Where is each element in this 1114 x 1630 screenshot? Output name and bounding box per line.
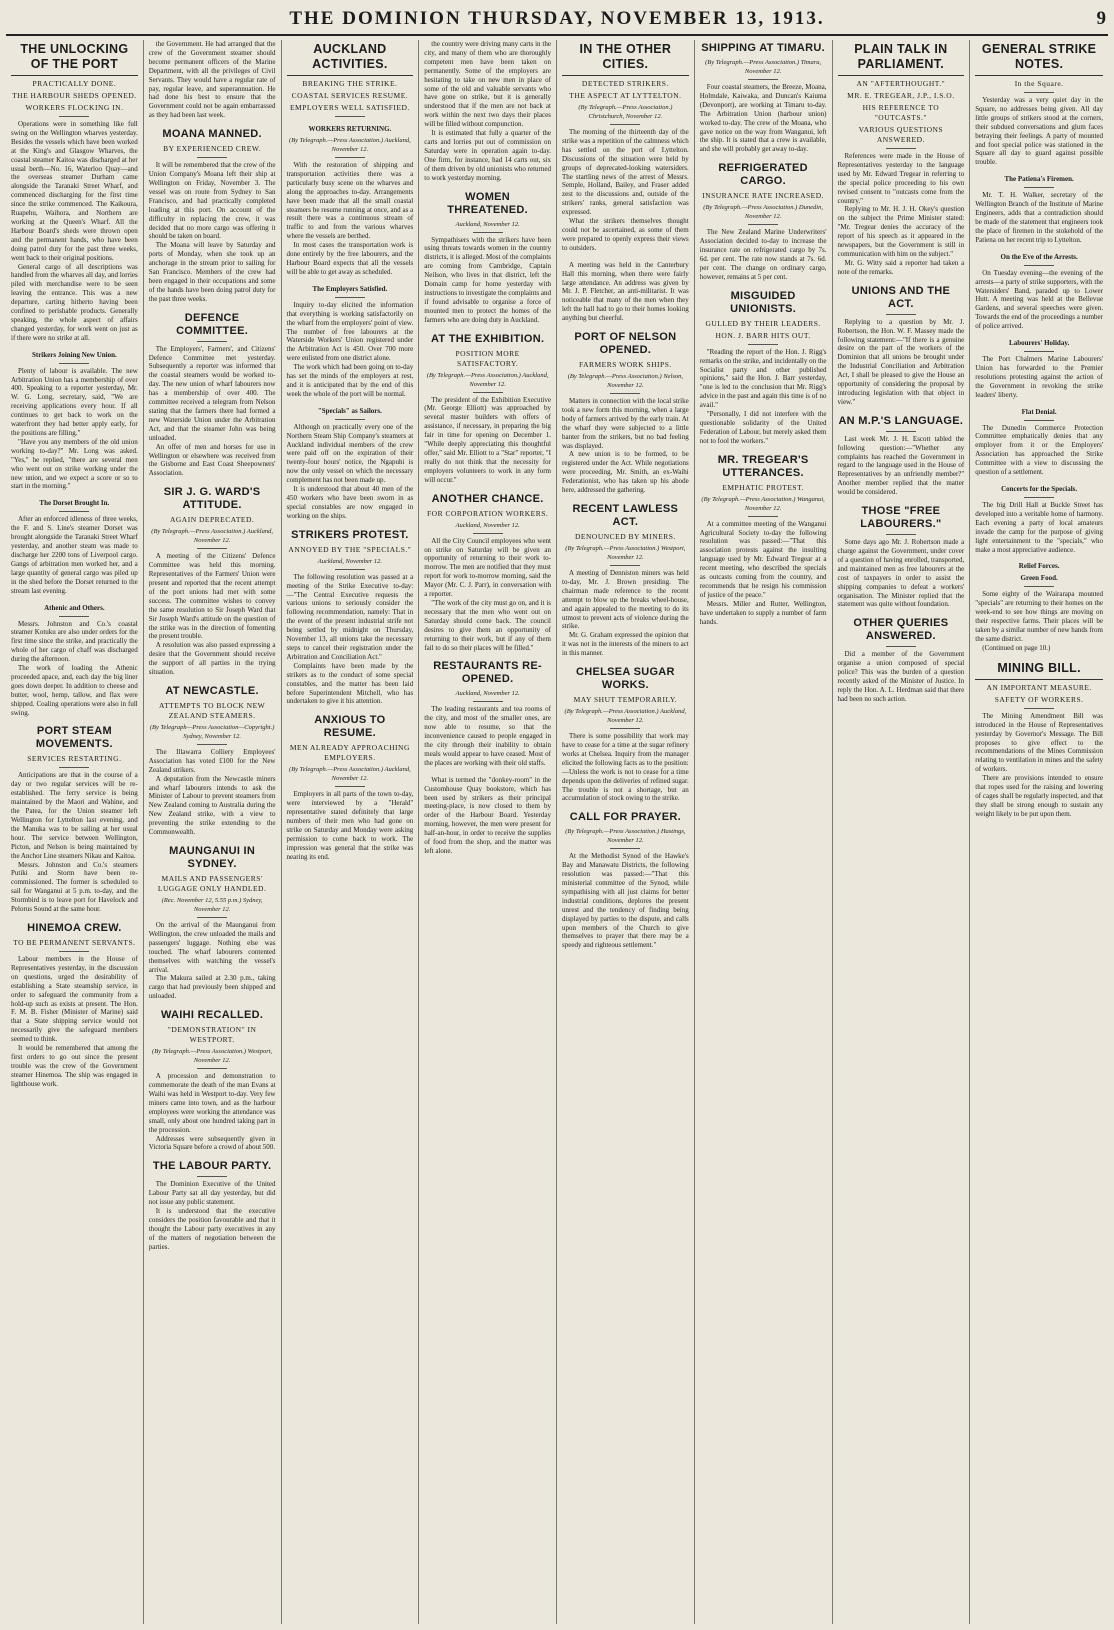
subheading: The Employers Satisfied. (312, 284, 388, 293)
article-paragraph: (Continued on page 10.) (982, 643, 1051, 652)
article-paragraph: Four coastal steamers, the Breeze, Moana, Holmdale, Kaiwaka, and Duncan's Kaiuma (Devonport), are working at Timaru to-day. The Arbitration Union (harbour union) worked to-day. The crew of the Moana, who gave notice on the way from Wanganui, left the ship. It is stated that a crew is available, and she will probably get away to-day. (699, 83, 827, 154)
article (424, 333, 551, 485)
article-paragraph: What the strikers themselves thought could not be ascertained, as some of them were prepared to openly express their views to outsiders. (562, 217, 689, 252)
article-paragraph: Employers in all parts of the town to-day, were interviewed by a "Herald" representative stated definitely that large numbers of their men who had gone on strike on Saturday and Monday were asking permission to come back to work. The impression was general that the strike was nearing its end. (286, 790, 414, 861)
subheading: EMPHATIC PROTEST. (722, 482, 804, 492)
article (11, 922, 138, 1089)
subheading: AN IMPORTANT MEASURE. (986, 682, 1092, 692)
subheading: MAY SHUT TEMPORARILY. (573, 695, 678, 705)
dateline: Auckland, November 12. (455, 690, 520, 698)
article-paragraph: "The work of the city must go on, and it is necessary that the men who went out on Saturday should come back. The council desires to give them an opportunity of returning to their work, but if any of them fail to do so their places will be filled." (424, 598, 551, 652)
article-paragraph: The following resolution was passed at a meeting of the Strike Executive to-day:—"The Central Executive requests the various unions to seriously consider the following recommendation, namely: That in the event of the present industrial strife not being settled by midnight on Thursday, November 13, all unions take the necessary steps to cancel their registration under the Arbitration and Conciliation Act." (286, 572, 414, 661)
article (838, 505, 965, 609)
subheading: SAFETY OF WORKERS. (994, 694, 1084, 704)
article-paragraph: The Employers', Farmers', and Citizens' Defence Committee met yesterday. Subsequently a reporter was informed that the coastal steamers would be worked to-day. The new union of wharf labourers now has a membership of over 400. The committee received a telegram from Nelson stating that the farmers there had formed a new Waterside Union under the Arbitration Act, and that the steamer John was being unloaded. (148, 344, 276, 442)
subheading: "Specials" as Sailors. (317, 406, 382, 415)
article (11, 725, 138, 914)
column-6 (695, 40, 833, 1624)
article-paragraph: The Dunedin Commerce Protection Committee emphatically denies that any employer from it or the Employers' Association has approached the Strike Committee with a view to discussing the question of a settlement. (975, 423, 1103, 477)
dateline: (By Telegraph.—Press Association.) Dunedin, November 12. (703, 204, 823, 221)
article-paragraph: The Moana will leave by Saturday and ports of Monday, when she took up an anchorage in the stream prior to sailing for San Francisco. Members of the crew had been engaged in their occupations and some of the hands have been doing patrol duty for the past three weeks. (148, 241, 276, 303)
headline: SIR J. G. WARD'S ATTITUDE. (163, 486, 261, 512)
article (287, 529, 414, 707)
divider (1024, 708, 1054, 709)
subheading: MEN ALREADY APPROACHING EMPLOYERS. (289, 743, 410, 763)
article-paragraph: Anticipations are that in the course of a day or two regular services will be re-established. The ferry service is being maintained by the Maori and Wahine, and the Patea, for the Union steamer left Wellington for Lyttelton last evening, and the Manuka was to be sailing at her usual hour. The service between Wellington, Picton, and Nelson is being maintained by the Anchor Line steamers Nikau and Kaitoa. (11, 771, 138, 860)
dateline: Auckland, November 12. (317, 557, 382, 565)
article-paragraph: A resolution was also passed expressing a desire that the Government should receive the support of all parties in the trying situation. (148, 641, 276, 677)
article (11, 42, 138, 343)
subheading: INSURANCE RATE INCREASED. (702, 191, 825, 201)
article-paragraph: The Makura sailed at 2.30 p.m., taking cargo that had previously been shipped and unloaded. (148, 974, 276, 1001)
dateline: (By Telegraph.—Press Association.) Auckland, November 12. (426, 371, 549, 388)
divider (335, 419, 365, 420)
divider (886, 534, 916, 535)
subheading: TO BE PERMANENT SERVANTS. (13, 937, 136, 947)
divider (748, 344, 778, 345)
article (11, 499, 138, 595)
article (838, 415, 965, 497)
dateline: (By Telegraph.—Press Association.) Auckland, November 12. (151, 528, 273, 545)
subheading: MR. E. TREGEAR, J.P., I.S.O. (847, 91, 955, 100)
divider (59, 116, 89, 117)
article-paragraph: Mr. G. Graham expressed the opinion that it was not in the interests of the miners to act in this manner. (562, 631, 689, 658)
divider (335, 116, 365, 117)
article-paragraph: Some days ago Mr. J. Robertson made a charge against the Government, under cover of a question of having enrolled, transported, and maintained men as free labourers at the cost of taxpayers in order to assist the shipping companies to defeat a workers' organisation. The Minister replied that the statement was quite without foundation. (837, 538, 965, 609)
dateline: (By Telegraph.—Press Association.) Auckland, November 12. (289, 766, 411, 783)
article (149, 1009, 276, 1152)
subheading: THE ASPECT AT LYTTELTON. (569, 91, 682, 100)
divider (59, 951, 89, 952)
masthead-title: THE DOMINION THURSDAY, NOVEMBER 13, 1913. (289, 8, 825, 29)
divider (1024, 265, 1054, 266)
column-7 (833, 40, 971, 1624)
divider (1024, 497, 1054, 498)
article (700, 290, 827, 446)
masthead-rule (6, 34, 1108, 36)
subheading: VARIOUS QUESTIONS ANSWERED. (858, 125, 944, 144)
divider (748, 79, 778, 80)
article (838, 285, 965, 407)
article-paragraph: Mr. G. Witty said a reporter had taken a note of the remarks. (837, 258, 965, 276)
article (975, 562, 1103, 652)
headline: PLAIN TALK IN PARLIAMENT. (838, 42, 965, 76)
dateline: (By Telegraph.—Press Association.) Westport, November 12. (565, 545, 686, 561)
subheading: AN "AFTERTHOUGHT." (856, 79, 946, 88)
headline: RECENT LAWLESS ACT. (572, 503, 679, 528)
headline: UNIONS AND THE ACT. (851, 284, 951, 310)
divider (197, 1176, 227, 1177)
subheading: HIS REFERENCE TO "OUTCASTS." (862, 103, 940, 122)
masthead (0, 8, 1114, 34)
headline: REFRIGERATED CARGO. (718, 162, 808, 188)
article (975, 661, 1103, 819)
headline: IN THE OTHER CITIES. (562, 42, 689, 76)
article-paragraph: In most cases the transportation work is done entirely by the free labourers, and the Harbour Board expects that all the vessels will be able to get away as scheduled. (286, 241, 414, 276)
article-paragraph: After an enforced idleness of three weeks, the F. and S. Line's steamer Dorset was brought alongside the Taranaki Street Wharf yesterday, and another steam was made to discharge her 2200 tons of Liverpool cargo. Gangs of arbitration men worked her, and a large quantity of general cargo was piled up in the shed before the Dorset returned to the stream last evening. (11, 515, 138, 595)
subheading: DETECTED STRIKERS. (581, 79, 669, 88)
article-paragraph: Yesterday was a very quiet day in the Square, no addresses being given. All day little groups of strikers stood at the corners, their subdued conversations and glum faces betraying their feelings. A party of mounted and foot special police was stationed in the Square all day to guard against possible trouble. (975, 96, 1103, 167)
article-paragraph: Matters in connection with the local strike took a new form this morning, when a large body of farmers arrived by the early train. At the wharf they were subjected to a little banter from the strikers, but no bad feeling was displayed. (562, 397, 689, 450)
divider (473, 392, 503, 393)
dateline: (Rec. November 12, 5.55 p.m.) Sydney, November 12. (161, 897, 263, 913)
article-paragraph: It is understood that the executive considers the position favourable and that it thought the Labour party executives in any of the matters of negotiation between the parties. (148, 1207, 276, 1251)
headline: MOANA MANNED. (162, 128, 262, 141)
subheading: COASTAL SERVICES RESUME. (291, 91, 409, 100)
article (424, 776, 551, 856)
article (149, 1160, 276, 1251)
divider (610, 848, 640, 849)
divider (197, 548, 227, 549)
article-paragraph: There are provisions intended to ensure that ropes used for the raising and lowering of cages shall be regularly inspected, and that they shall be strong enough to sustain any weight likely to be put upon them. (975, 774, 1103, 818)
article (975, 339, 1103, 400)
article (562, 811, 689, 950)
subheading: WORKERS FLOCKING IN. (25, 103, 124, 112)
divider (335, 786, 365, 787)
divider (335, 297, 365, 298)
article-paragraph: Mr. T. H. Walker, secretary of the Wellington Branch of the Institute of Marine Engineers, adds that a contradiction should be made of the statement that engineers took the place of firemen in the stokehold of the Patiena on her recent trip to Lyttelton. (975, 191, 1103, 244)
divider (1024, 351, 1054, 352)
headline: PORT OF NELSON OPENED. (574, 331, 677, 357)
article (287, 125, 414, 277)
divider (59, 511, 89, 512)
divider (1024, 187, 1054, 188)
article (149, 40, 276, 120)
columns (6, 40, 1108, 1624)
headline: THE LABOUR PARTY. (152, 1160, 272, 1173)
article (424, 660, 551, 767)
subheading: BREAKING THE STRIKE. (302, 79, 398, 88)
article-paragraph: A procession and demonstration to commemorate the death of the man Evans at Waihi was held in Westport to-day. Very few miners came into town, and as the harbour employees were working the attendance was small, only about one hundred taking part in the procession. (148, 1072, 276, 1134)
article-paragraph: It will be remembered that the crew of the Union Company's Moana left their ship at Wellington on Friday, November 3. The vessel was on route from Sydney to San Francisco, and had practically completed loading at this port. On account of the difficulty in replacing the crew, it was decided that no more cargo was offering it should be taken on board. (148, 161, 276, 241)
article-paragraph: At the Methodist Synod of the Hawke's Bay and Manawatu Districts, the following resolution was passed:—"That this ministerial committee of the Synod, while sympathising with all just claims for better industrial conditions, deplores the present unrest and the tendency of finding being displayed by parties to the dispute, and calls upon members of the Church to give themselves to prayer that there may be a speedy and righteous settlement." (562, 852, 689, 950)
subheading: Athenic and Others. (44, 603, 105, 612)
divider (59, 767, 89, 768)
column-3 (282, 40, 420, 1624)
article-paragraph: A meeting of the Citizens' Defence Committee was held this morning. Representatives of the Farmers' Union were present and reported that the recent attempt of the port unions had met with some success. The committee wishes to convey the same resolution to Sir Joseph Ward that Sir Joseph Ward's attitude on the question of the strike was in the direction of fomenting the present trouble. (148, 552, 276, 641)
article (424, 493, 551, 653)
divider (610, 393, 640, 394)
divider (886, 148, 916, 149)
headline: HINEMOA CREW. (27, 921, 122, 934)
subheading: Concerts for the Specials. (1001, 485, 1078, 493)
headline: CALL FOR PRAYER. (569, 811, 681, 824)
article-paragraph: the Government. He had arranged that the crew of the Government steamer should become permanent officers of the Marine Department, with all the privileges of Civil Servants. They would have a regular rate of pay, regular leave, and superannuation. He had done his best to ensure that the Government could not be again embarrassed as they had been last week. (148, 40, 276, 120)
dateline: (By Telegraph.—Press Association.) Christchurch, November 12. (578, 104, 673, 120)
article (838, 617, 965, 703)
article-paragraph: "Reading the report of the Hon. J. Rigg's remarks on the strike, and incidentally on the Socialist party and other published opinions," said the Hon. J. Barr yesterday, "one is led to the conclusion that Mr. Rigg's advice in the past and again this time is of no avail." (699, 347, 827, 410)
column-4 (419, 40, 557, 1624)
article (287, 714, 414, 861)
subheading: THE HARBOUR SHEDS OPENED. (12, 91, 137, 100)
article-paragraph: Messrs. Johnston and Co.'s coastal steamer Kotuku are also under orders for the first time since the strike, and practically the whole of her cargo of chaff was discharged during the afternoon. (11, 619, 138, 664)
article-paragraph: On the arrival of the Maunganui from Wellington, the crew unloaded the mails and passengers' luggage. Nothing else was touched. The wharf labourers contented themselves with watching the vessel's arrival. (148, 921, 276, 974)
divider (59, 616, 89, 617)
divider (473, 533, 503, 534)
article-paragraph: A meeting was held in the Canterbury Hall this morning, when there were fairly large attendance. An address was given by Mr. J. P. Fletcher, an anti-militarist. It was noticeable that many of the men when they left the hall had to go to their homes looking anything but cheerful. (562, 260, 689, 323)
divider (473, 232, 503, 233)
subheading: PRACTICALLY DONE. (32, 79, 117, 88)
subheading: The Dorset Brought In. (39, 499, 110, 508)
article (424, 40, 551, 183)
article (287, 407, 414, 521)
subheading: ATTEMPTS TO BLOCK NEW ZEALAND STEAMERS. (158, 700, 266, 720)
article-paragraph: It is estimated that fully a quarter of the carts and lorries put out of commission on Saturday were in operation again to-day. One firm, for instance, had 14 carts out, six of them driven by old unionists who returned to work yesterday morning. (424, 129, 551, 182)
article-paragraph: Sympathisers with the strikers have been using threats towards women in the country districts, it is alleged. Most of the complaints are coming from Cambridge, Captain Neilson, who lives in that district, left the Domain camp for home yesterday with instructions to investigate the complaints and if found advisable to organise a force of mounted men to protect the homes of the farmers who are doing duty in Auckland. (424, 235, 551, 324)
headline: DEFENCE COMMITTEE. (176, 311, 249, 337)
article-paragraph: References were made in the House of Representatives yesterday to the language used by Mr. Edward Tregear in referring to the special police proceeding to his own revised consent to "outcasts come from the country." (837, 152, 965, 205)
subheading: FARMERS WORK SHIPS. (578, 360, 672, 370)
divider (197, 744, 227, 745)
article (149, 486, 276, 677)
divider (748, 224, 778, 225)
headline: RESTAURANTS RE-OPENED. (433, 660, 543, 686)
article-paragraph: Although on practically every one of the Northern Steam Ship Company's steamers at Auckland individual members of the crew were paid off on the expiration of their twenty-four hours' notice, the Ngapuhi is now the only vessel on which the necessary complement has not been made up. (286, 422, 414, 485)
divider (197, 1068, 227, 1069)
subheading: FOR CORPORATION WORKERS. (426, 508, 549, 518)
article-paragraph: Replying to Mr. H. J. H. Okey's question on the subject the Prime Minister stated: "Mr. Tregear denies the accuracy of the report of his speech as it appeared in the newspapers, but the Government is still in communication with him on the subject." (837, 205, 965, 258)
article (700, 42, 827, 154)
subheading: On the Eve of the Arrests. (1000, 252, 1078, 261)
article (562, 331, 689, 495)
article (975, 175, 1103, 244)
article (149, 312, 276, 479)
divider (610, 124, 640, 125)
headline: CHELSEA SUGAR WORKS. (575, 666, 675, 692)
article (11, 351, 138, 492)
divider (197, 157, 227, 158)
article-paragraph: A new union is to be formed, to be registered under the Act. While negotiations were proceeding, Mr. Smith, an ex-Waihi Federationist, who has taken up his abode here, addressed the gathering. (562, 450, 689, 495)
dateline: Auckland, November 12. (455, 521, 520, 529)
headline: MAUNGANUI IN SYDNEY. (169, 845, 256, 870)
article-paragraph: It is understood that about 40 men of the 450 workers who have been sworn in as special constables are now engaged in working on the ships. (286, 485, 414, 520)
article (700, 454, 827, 627)
subheading: MAILS AND PASSENGERS' LUGGAGE ONLY HANDLED. (157, 874, 267, 893)
article (11, 604, 138, 718)
dateline: (By Telegraph.—Press Association.) Auckland, November 12. (564, 708, 687, 725)
article-paragraph: At a committee meeting of the Wanganui Agricultural Society to-day the following resolution was passed:—"That this association protests against the insulting language used by Mr. Edward Tregear at a recent meeting, who described the specials as outcasts coming from the country, and recommends that he resign his commission of justice of the peace." (699, 519, 827, 599)
subheading: The Patiena's Firemen. (1004, 175, 1074, 184)
article-paragraph: Labour members in the House of Representatives yesterday, in the discussion on questions, urged the desirability of establishing a State steamship service, in order to safeguard the community from a hold-up such as exists at present. The Hon. F. M. B. Fisher (Minister of Marine) said that a State shipping service would not necessarily give the safeguard members seemed to think. (11, 954, 138, 1044)
article-paragraph: Complaints have been made by the strikers as to the conduct of some special constables, and the matter has been laid before Superintendent Mitchell, who has undertaken to give it his attention. (286, 661, 414, 706)
article-paragraph: Plenty of labour is available. The new Arbitration Union has a membership of over 400. Speaking to a reporter yesterday, Mr. W. G. Long, secretary, said, "We are receiving applications every hour. If all continues to get back to work on the waterfront they had better apply early, for the positions are filling." (11, 366, 138, 437)
headline: SHIPPING AT TIMARU. (701, 42, 825, 54)
article-paragraph: Some eighty of the Wairarapa mounted "specials" are returning to their homes on the week-end to see how things are moving on their respective farms. Their places will be taken by a similar number of new hands from the same district. (975, 590, 1103, 643)
article (975, 408, 1103, 477)
article-paragraph: Last week Mr. J. H. Escott tabled the following question:—"Whether any complaints has reached the Government in regard to the language used in the House of Representatives by an unfriendly member?" Another member replied that the matter would be considered. (837, 434, 965, 497)
subheading: EMPLOYERS WELL SATISFIED. (289, 103, 410, 112)
subheading: Strikers Joining New Union. (31, 350, 117, 359)
headline: THOSE "FREE LABOURERS." (860, 505, 942, 531)
article-paragraph: The big Drill Hall at Buckle Street has developed into a veritable home of harmony. Each evening a party of local amateurs invade the camp for the purpose of giving light entertainment to the "specials," who make a most appreciative audience. (975, 501, 1103, 554)
headline: OTHER QUERIES ANSWERED. (853, 617, 949, 643)
divider (335, 569, 365, 570)
subheading: ANNOYED BY THE "SPECIALS." (288, 544, 412, 554)
divider (748, 516, 778, 517)
headline: WOMEN THREATENED. (447, 190, 528, 216)
article-paragraph: Messrs. Miller and Rutter, Wellington, have undertaken to supply a number of farm hands. (699, 599, 827, 626)
article-paragraph: An offer of men and horses for use in Wellington or elsewhere was received from the Gisborne and East Coast Sheepowners' Association. (148, 442, 276, 478)
article (562, 42, 689, 253)
article-paragraph: All the City Council employees who went on strike on Saturday will be given an opportunity of returning to their work to-morrow. The men are notified that they must report for work to-morrow morning, said the Mayor (Mr. C. J. Parr), in conversation with a reporter. (424, 536, 551, 599)
headline: AUCKLAND ACTIVITIES. (287, 42, 414, 76)
article-paragraph: What is termed the "donkey-room" in the Customhouse Quay bookstore, which has been used by strikers as their principal meeting-place, is now closed to them by order of the Harbour Board. Yesterday morning, however, the men were present for half-an-hour, in order to receive the supplies of food from the shop, and the matter was left alone. (424, 775, 551, 855)
column-1 (6, 40, 144, 1624)
article (975, 253, 1103, 331)
dateline: Auckland, November 12. (455, 220, 520, 228)
article (287, 285, 414, 399)
article-paragraph: The Port Chalmers Marine Labourers' Union has forwarded to the Premier resolutions protesting against the action of the Government in revoking the strike leaders' liberty. (975, 355, 1103, 399)
divider (197, 341, 227, 342)
article-paragraph: Addresses were subsequently given in Victoria Square before a crowd of about 500. (148, 1134, 276, 1152)
divider (1024, 586, 1054, 587)
headline: ANXIOUS TO RESUME. (314, 714, 386, 740)
subheading: DENOUNCED BY MINERS. (574, 532, 676, 541)
dateline: (By Telegraph.—Press Association.) Wanganui, November 12. (701, 495, 825, 512)
article (975, 485, 1103, 554)
article-paragraph: On Tuesday evening—the evening of the arrests—a party of strike supporters, with the Watersiders' Band, paraded up to Lower Hutt. A meeting was held at the Bellevue Gardens, and several speeches were given. Towards the end of the proceedings a number of police arrived. (975, 268, 1103, 331)
article (838, 42, 965, 277)
article-paragraph: Operations were in something like full swing on the Wellington wharves yesterday. Besides the vessels which have been worked at the King's and Glasgow Wharves, the coastal steamer Kaitoa was discharged at her usual berth—No. 16, Waterloo Quay—and the overseas steamer Durham came alongside the Taranaki Street Wharf, and commenced discharging for the first time since the strike commenced. The Kaikoura, Ruapehu, Waihora, and Northern are working at the Queen's Wharf. All the Harbour Board's sheds were thrown open and the permanent hands, who have been doing patrol duty for the past three weeks, went back to their original positions. (11, 120, 138, 262)
subheading: Labourers' Holiday. (1009, 339, 1070, 348)
dateline: (By Telegraph—Press Association—Copyright.) Sydney, November 12. (149, 723, 275, 740)
subheading: Flat Denial. (1021, 407, 1057, 416)
headline: GENERAL STRIKE NOTES. (975, 42, 1103, 76)
subheading: In the Square. (1014, 79, 1064, 88)
article-paragraph: The Dominion Executive of the United Labour Party sat all day yesterday, but did not issue any public statement. (148, 1180, 276, 1207)
subheading: POSITION MORE SATISFACTORY. (455, 348, 520, 368)
article-paragraph: "Have you any members of the old union working to-day?" Mr. Long was asked. "Yes," he replied, "there are several men who went out on strike working under the new union, and we expect a score or so to start in the morning." (11, 437, 138, 491)
divider (335, 157, 365, 158)
subheading: Green Food. (1020, 574, 1058, 583)
divider (197, 917, 227, 918)
headline: AT NEWCASTLE. (165, 684, 259, 697)
article (975, 42, 1103, 167)
article-paragraph: The leading restaurants and tea rooms of the city, and most of the smaller ones, are now able to resume, so that the inconvenience caused to people engaged in the city through their inability to obtain meals would appear to have ceased. Most of the places are working with their old staffs. (424, 705, 551, 767)
subheading: BY EXPERIENCED CREW. (163, 144, 262, 154)
article (149, 128, 276, 304)
article (562, 503, 689, 658)
divider (610, 565, 640, 566)
column-5 (557, 40, 695, 1624)
headline: AT THE EXHIBITION. (430, 332, 545, 345)
divider (886, 646, 916, 647)
article-paragraph: The president of the Exhibition Executive (Mr. George Elliott) was approached by several master builders with offers of assistance, if necessary, in preparing the big fair in time for opening on December 1. "While deeply appreciating this thoughtful offer," said Mr. Elliott to a "Star" reporter, "I really do not think that the necessity for employers volunteers to work in any form will occur." (424, 395, 551, 484)
divider (473, 701, 503, 702)
divider (1024, 92, 1054, 93)
page-number: 9 (1096, 8, 1106, 29)
article-paragraph: General cargo of all descriptions was handled from the wharves all day, and lorries piled with merchandise were to be seen leaving the entrance. This was a new departure, carting hitherto having been confined to perishable products. Generally speaking, the whole aspect of affairs changed yesterday, for work went on just as if there were no strike at all. (11, 262, 138, 342)
headline: THE UNLOCKING OF THE PORT (11, 42, 138, 76)
headline: ANOTHER CHANCE. (431, 492, 544, 505)
article-paragraph: The morning of the thirteenth day of the strike was a repetition of the calmness which has settled on the port of Lyttelton. Discussions of the situation were held by groups of deprecated-looking watersiders. The startling news of the arrest of Messrs. Semple, Holland, Bailey, and Fraser added zest to the discussions and, outside of the strikers' ranks, general satisfaction was expressed. (562, 128, 689, 217)
article (700, 162, 827, 281)
subheading: "DEMONSTRATION" IN WESTPORT. (167, 1025, 257, 1045)
article-paragraph: A meeting of Denniston miners was held to-day, Mr. J. Brown presiding. The chairman made reference to the recent attempt to blow up the breaks wheel-house, and again appealed to the meeting to do its utmost to prevent acts of violence during the strike. (562, 569, 689, 631)
article-paragraph: Did a member of the Government organise a union composed of special police? This was the burden of a question recently asked of the Minister of Justice. In reply the Hon. A. L. Herdman said that there had been no such action. (837, 650, 965, 703)
headline: PORT STEAM MOVEMENTS. (35, 725, 113, 751)
dateline: (By Telegraph.—Press Association.) Timaru, November 12. (705, 59, 822, 75)
article-paragraph: With the restoration of shipping and transportation activities there was a particularly busy scene on the wharves and along the approaches to-day. Arrangements have been made that all the small coastal steamers be resume running at once, and as a result there was a continuous stream of traffic to and from the various wharves where the vessels are berthed. (286, 161, 414, 241)
article (562, 261, 689, 323)
article-paragraph: The Illawarra Colliery Employees' Association has voted £100 for the New Zealand strikers. (148, 747, 276, 774)
headline: MR. TREGEAR'S UTTERANCES. (717, 453, 809, 479)
divider (886, 431, 916, 432)
subheading: Relief Forces. (1018, 562, 1060, 571)
article-paragraph: The work of loading the Athenic proceeded apace, and, each day the big liner goes down deeper. In addition to cheese and butter, wool, hemp, tallow, and flax were shipped. Coaling operations were also in full swing. (11, 664, 138, 717)
article (149, 845, 276, 1001)
article-paragraph: A deputation from the Newcastle miners and wharf labourers intends to ask the Minister of Labour to prevent steamers from New Zealand coming to Australia during the New Zealand strike, with a view to preventing the strike extending to the Commonwealth. (148, 774, 276, 837)
divider (1024, 420, 1054, 421)
subheading: SERVICES RESTARTING. (27, 754, 122, 764)
article-paragraph: It would be remembered that among the first orders to go out since the present trouble was the crew of the Government steamer Hinemoa. The ship was engaged in lighthouse work. (11, 1044, 138, 1088)
divider (886, 314, 916, 315)
column-2 (144, 40, 282, 1624)
dateline: (By Telegraph.—Press Association.) Auckland, November 12. (289, 137, 411, 153)
article (562, 666, 689, 803)
subheading: AGAIN DEPRECATED. (169, 515, 255, 525)
headline: AN M.P.'S LANGUAGE. (838, 414, 964, 427)
headline: WAIHI RECALLED. (160, 1009, 264, 1022)
column-8 (970, 40, 1108, 1624)
article-paragraph: the country were driving many carts in the city, and many of them who are thoroughly competent men have been taken on permanently. Some of the employers are hesitating to take on new men in place of some of the old and valuable servants who have gone on strike, but it is generally understood that if the men are not back at work within the next two days their places will be filled without compunction. (424, 40, 551, 129)
article-paragraph: There is some possibility that work may have to cease for a time at the sugar refinery works at Chelsea. Inquiry from the manager elicited the following facts as to the position:—Unless the work is not to cease for a time depends upon the deliveries of refined sugar. The trouble is not a shortage, but an accumulation of stock owing to the strike. (562, 732, 689, 803)
divider (610, 728, 640, 729)
subheading: HON. J. BARR HITS OUT. (715, 330, 811, 340)
article-paragraph: Replying to a question by Mr. J. Robertson, the Hon. W. F. Massey made the following statement:—"If there is a genuine desire on the part of the workers of the Dominion that all unions be brought under the Industrial Conciliation and Arbitration Act, I shall be pleased to give the House an opportunity of considering the proposal by introducing legislation with that object in view." (837, 317, 965, 406)
article-paragraph: The Mining Amendment Bill was introduced in the House of Representatives yesterday by Governor's Message. The Bill proposes to give effect to the recommendations of the Mines Commission relating to ventilation in mines and the safety of workers. (975, 711, 1103, 774)
dateline: (By Telegraph.—Press Association.) Nelson, November 12. (567, 373, 684, 390)
article (149, 685, 276, 837)
article-paragraph: The work which had been going on to-day has set the minds of the employers at rest, and it is anticipated that by the end of this week the whole of the port will be normal. (286, 363, 414, 398)
article-paragraph: "Personally, I did not interfere with the questionable solidarity of the United Federation of Labour, but merely asked them not to fool the workers." (699, 410, 827, 445)
article (424, 191, 551, 325)
subheading: GULLED BY THEIR LEADERS. (705, 318, 821, 328)
dateline: (By Telegraph.—Press Association.) Hastings, November 12. (565, 828, 686, 845)
headline: MINING BILL. (975, 661, 1103, 680)
divider (59, 363, 89, 364)
article-paragraph: Messrs. Johnston and Co.'s steamers Putiki and Storm have been re-commissioned. The former is scheduled to sail for Wanganui at 5 p.m. to-day, and the Stormbird is to leave port for Havelock and Pelorus Sound at the same hour. (11, 860, 138, 914)
article (287, 42, 414, 117)
dateline: (By Telegraph.—Press Association.) Westport, November 12. (152, 1048, 273, 1065)
headline: MISGUIDED UNIONISTS. (730, 289, 797, 315)
subheading: WORKERS RETURNING. (308, 125, 392, 133)
article-paragraph: Inquiry to-day elicited the information that everything is working satisfactorily on the wharf from the employers' point of view. The number of free labourers at the Waterside Workers' Union registered under the Arbitration Act is 450. Over 700 more were enlisted from one district alone. (286, 300, 414, 363)
headline: STRIKERS PROTEST. (291, 528, 409, 541)
article-paragraph: The New Zealand Marine Underwriters' Association decided to-day to increase the insurance rate on refrigerated cargo by 7s. 6d. per cent. The rate now stands at 7s. 6d. per cent. The change on ordinary cargo, however, remains at 5 per cent. (699, 228, 827, 281)
